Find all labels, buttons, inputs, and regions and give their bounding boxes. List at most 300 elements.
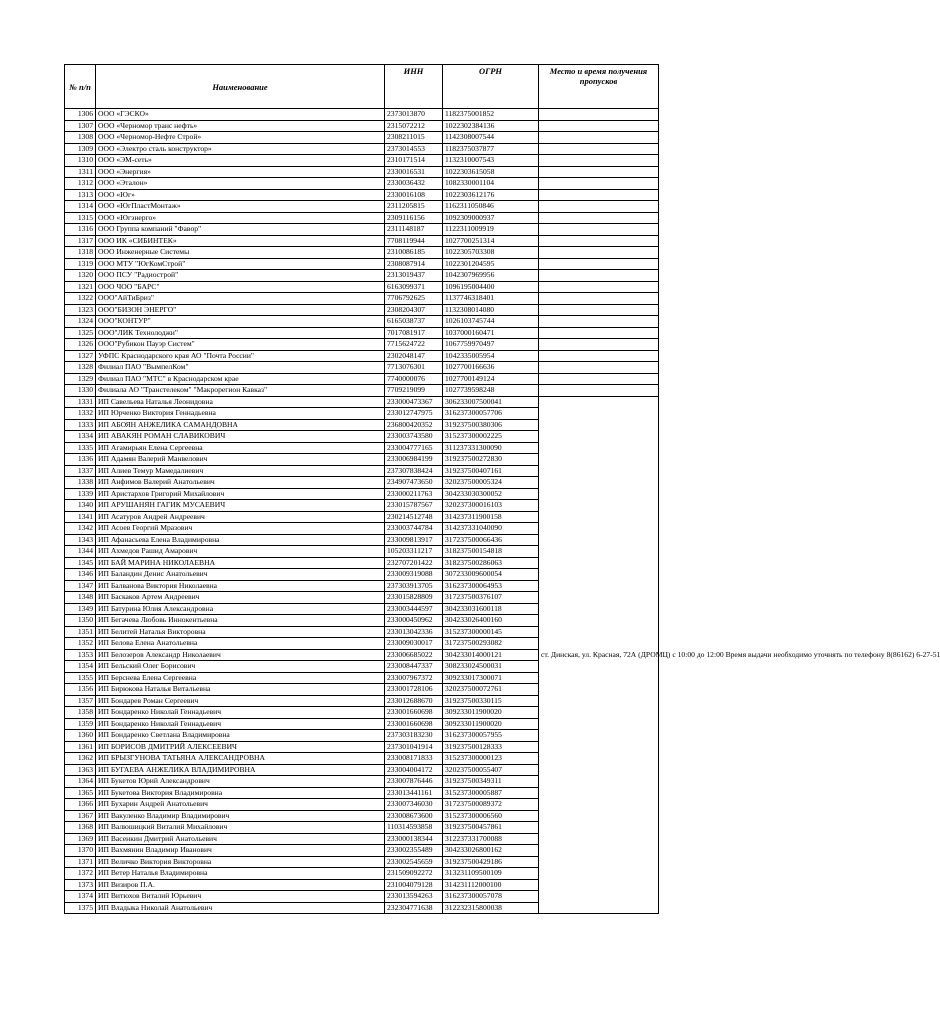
row-inn: 2311205815: [385, 201, 443, 213]
row-ogrn: 312237331700088: [443, 833, 539, 845]
row-inn: 2373014553: [385, 143, 443, 155]
row-name: ИП Алиев Темур Мамедалиевич: [96, 465, 385, 477]
row-num: 1308: [65, 132, 96, 144]
row-ogrn: 1022302384136: [443, 120, 539, 132]
row-ogrn: 1042307969956: [443, 270, 539, 282]
row-ogrn: 316237300064953: [443, 580, 539, 592]
row-name: УФПС Краснодарского края АО "Почта России": [96, 350, 385, 362]
table-row: [65, 258, 659, 270]
row-name: ООО «ГЭСКО»: [96, 109, 385, 121]
row-ogrn: 318237500154818: [443, 546, 539, 558]
row-inn: 233007967372: [385, 672, 443, 684]
row-ogrn: 313231109500109: [443, 868, 539, 880]
row-name: ИП Бегачева Любовь Иннокентьевна: [96, 615, 385, 627]
table-row: [65, 362, 659, 374]
row-num: 1351: [65, 626, 96, 638]
row-ogrn: 312232315800038: [443, 902, 539, 914]
row-num: 1318: [65, 247, 96, 259]
row-ogrn: 1132308014080: [443, 304, 539, 316]
row-inn: 2330016531: [385, 166, 443, 178]
row-name: ООО «Юг»: [96, 189, 385, 201]
row-ogrn: 311237331300090: [443, 442, 539, 454]
row-ogrn: 317237500066436: [443, 534, 539, 546]
row-name: ИП Балванова Виктория Николаевна: [96, 580, 385, 592]
row-name: ИП Васенкин Дмитрий Анатольевич: [96, 833, 385, 845]
row-place-empty: [539, 247, 659, 259]
table-row: [65, 396, 659, 408]
row-inn: 232304771638: [385, 902, 443, 914]
header-name: Наименование: [96, 65, 385, 109]
row-name: ООО Инженерные Системы: [96, 247, 385, 259]
row-inn: 237303913705: [385, 580, 443, 592]
row-name: ООО"Рубикон Пауэр Систем": [96, 339, 385, 351]
row-num: 1361: [65, 741, 96, 753]
row-num: 1346: [65, 569, 96, 581]
row-inn: 233000138344: [385, 833, 443, 845]
row-inn: 233001728106: [385, 684, 443, 696]
row-num: 1340: [65, 500, 96, 512]
table-row: [65, 132, 659, 144]
row-ogrn: 319237500457861: [443, 822, 539, 834]
row-inn: 2308087914: [385, 258, 443, 270]
row-ogrn: 320237500072761: [443, 684, 539, 696]
row-num: 1309: [65, 143, 96, 155]
row-place-empty: [539, 327, 659, 339]
row-num: 1367: [65, 810, 96, 822]
row-num: 1348: [65, 592, 96, 604]
row-name: ИП Ахмедов Рашид Амарович: [96, 546, 385, 558]
row-inn: 233003744784: [385, 523, 443, 535]
row-place-empty: [539, 281, 659, 293]
row-inn: 7017081917: [385, 327, 443, 339]
row-ogrn: 1082330001104: [443, 178, 539, 190]
row-inn: 237307838424: [385, 465, 443, 477]
table-row: [65, 189, 659, 201]
row-inn: 233007346030: [385, 799, 443, 811]
row-ogrn: 1142308007544: [443, 132, 539, 144]
row-ogrn: 1022303615058: [443, 166, 539, 178]
row-place-empty: [539, 385, 659, 397]
row-num: 1370: [65, 845, 96, 857]
row-ogrn: 1022305703308: [443, 247, 539, 259]
row-inn: 233009319088: [385, 569, 443, 581]
row-num: 1306: [65, 109, 96, 121]
row-inn: 233002355489: [385, 845, 443, 857]
row-num: 1359: [65, 718, 96, 730]
row-place-empty: [539, 350, 659, 362]
table-body: [65, 109, 940, 914]
row-ogrn: 315237300002225: [443, 431, 539, 443]
row-inn: 2330016108: [385, 189, 443, 201]
row-name: ИП БАЙ МАРИНА НИКОЛАЕВНА: [96, 557, 385, 569]
row-place-empty: [539, 235, 659, 247]
row-name: ООО «Эталон»: [96, 178, 385, 190]
row-name: ИП Ветер Наталья Владимировна: [96, 868, 385, 880]
row-ogrn: 319237500128333: [443, 741, 539, 753]
row-num: 1336: [65, 454, 96, 466]
row-inn: 233006984199: [385, 454, 443, 466]
row-inn: 233006685022: [385, 649, 443, 661]
row-name: ИП Агамирьян Елена Сергеевна: [96, 442, 385, 454]
row-name: ИП АРУШАНЯН ГАГИК МУСАЕВИЧ: [96, 500, 385, 512]
row-ogrn: 1067759970497: [443, 339, 539, 351]
row-num: 1362: [65, 753, 96, 765]
row-num: 1349: [65, 603, 96, 615]
row-name: ИП Бондаренко Николай Геннадьевич: [96, 707, 385, 719]
row-ogrn: 304233026400160: [443, 615, 539, 627]
row-inn: 233008673600: [385, 810, 443, 822]
row-num: 1373: [65, 879, 96, 891]
row-num: 1317: [65, 235, 96, 247]
row-inn: 237303183230: [385, 730, 443, 742]
table-row: [65, 212, 659, 224]
row-num: 1353: [65, 649, 96, 661]
row-num: 1328: [65, 362, 96, 374]
row-num: 1332: [65, 408, 96, 420]
row-name: ИП Величко Виктория Викторовна: [96, 856, 385, 868]
table-row: [65, 293, 659, 305]
row-name: ИП Белова Елена Анатольевна: [96, 638, 385, 650]
row-name: ИП АБОЯН АНЖЕЛИКА САМАНДОВНА: [96, 419, 385, 431]
row-num: 1343: [65, 534, 96, 546]
row-num: 1366: [65, 799, 96, 811]
row-name: ИП БУГАЕВА АНЖЕЛИКА ВЛАДИМИРОВНА: [96, 764, 385, 776]
row-num: 1320: [65, 270, 96, 282]
row-ogrn: 1027739598248: [443, 385, 539, 397]
row-inn: 233013042336: [385, 626, 443, 638]
row-num: 1374: [65, 891, 96, 903]
row-inn: 2311148187: [385, 224, 443, 236]
row-name: ИП БРЫЗГУНОВА ТАТЬЯНА АЛЕКСАНДРОВНА: [96, 753, 385, 765]
row-name: ИП Бондарев Роман Сергеевич: [96, 695, 385, 707]
row-name: ИП Бондаренко Светлана Владимировна: [96, 730, 385, 742]
row-ogrn: 320237300016103: [443, 500, 539, 512]
row-ogrn: 315237300006560: [443, 810, 539, 822]
header-inn: ИНН: [385, 65, 443, 109]
row-num: 1329: [65, 373, 96, 385]
table-row: [65, 316, 659, 328]
row-inn: 110314593858: [385, 822, 443, 834]
row-name: ООО «Энергия»: [96, 166, 385, 178]
row-ogrn: 1027700166636: [443, 362, 539, 374]
row-ogrn: 319237500272830: [443, 454, 539, 466]
row-ogrn: 1137746318401: [443, 293, 539, 305]
table-row: [65, 247, 659, 259]
row-inn: 233002545659: [385, 856, 443, 868]
row-inn: 233013594263: [385, 891, 443, 903]
row-name: Филиал ПАО "МТС" в Краснодарском крае: [96, 373, 385, 385]
row-num: 1316: [65, 224, 96, 236]
row-ogrn: 304233026800162: [443, 845, 539, 857]
row-place-empty: [539, 155, 659, 167]
row-place-empty: [539, 316, 659, 328]
row-ogrn: 314237331040090: [443, 523, 539, 535]
row-ogrn: 318237500286063: [443, 557, 539, 569]
row-ogrn: 316237300057078: [443, 891, 539, 903]
row-num: 1331: [65, 396, 96, 408]
row-inn: 237301041914: [385, 741, 443, 753]
row-inn: 233012688670: [385, 695, 443, 707]
row-inn: 232707201422: [385, 557, 443, 569]
row-ogrn: 304233031600118: [443, 603, 539, 615]
row-inn: 233000450962: [385, 615, 443, 627]
row-inn: 233001660698: [385, 718, 443, 730]
row-name: Филиал ПАО "ВымпелКом": [96, 362, 385, 374]
row-num: 1312: [65, 178, 96, 190]
row-num: 1327: [65, 350, 96, 362]
row-ogrn: 1026103745744: [443, 316, 539, 328]
row-inn: 233008171833: [385, 753, 443, 765]
row-num: 1325: [65, 327, 96, 339]
row-name: ИП Витюхов Виталий Юрьевич: [96, 891, 385, 903]
row-inn: 7709219099: [385, 385, 443, 397]
row-inn: 233000473367: [385, 396, 443, 408]
row-inn: 230214512748: [385, 511, 443, 523]
row-inn: 7706792625: [385, 293, 443, 305]
row-place-empty: [539, 132, 659, 144]
row-num: 1345: [65, 557, 96, 569]
row-num: 1363: [65, 764, 96, 776]
row-place-empty: [539, 166, 659, 178]
row-inn: 233015787567: [385, 500, 443, 512]
row-ogrn: 319237500380306: [443, 419, 539, 431]
row-inn: 7715624722: [385, 339, 443, 351]
row-inn: 233009030017: [385, 638, 443, 650]
row-num: 1337: [65, 465, 96, 477]
row-num: 1358: [65, 707, 96, 719]
table-row: [65, 166, 659, 178]
row-ogrn: 319237500330115: [443, 695, 539, 707]
row-place-empty: [539, 339, 659, 351]
table-row: [65, 350, 659, 362]
row-ogrn: 304233030300052: [443, 488, 539, 500]
table-row: [65, 120, 659, 132]
row-name: ИП Букетов Юрий Александрович: [96, 776, 385, 788]
row-name: ООО «Черномор-Нефте Строй»: [96, 132, 385, 144]
row-name: ИП Савельева Наталья Леонидовна: [96, 396, 385, 408]
row-ogrn: 317237500089372: [443, 799, 539, 811]
row-num: 1335: [65, 442, 96, 454]
row-name: ИП Батурина Юлия Александровна: [96, 603, 385, 615]
row-inn: 6165038737: [385, 316, 443, 328]
row-num: 1330: [65, 385, 96, 397]
row-inn: 2330036432: [385, 178, 443, 190]
row-inn: 233008447337: [385, 661, 443, 673]
row-name: ООО МТУ "ЮгКомСтрой": [96, 258, 385, 270]
permit-place-note: ст. Динская, ул. Красная, 72А (ДРОМЦ) с 10:00 до 12:00 Время выдачи необходимо уточнять по телефону 8(86162) 6-27-51: [539, 396, 659, 914]
table-row: [65, 281, 659, 293]
row-inn: 233012747975: [385, 408, 443, 420]
row-num: 1307: [65, 120, 96, 132]
row-num: 1310: [65, 155, 96, 167]
row-num: 1352: [65, 638, 96, 650]
row-num: 1354: [65, 661, 96, 673]
row-inn: 233004004172: [385, 764, 443, 776]
row-place-empty: [539, 120, 659, 132]
row-num: 1326: [65, 339, 96, 351]
row-name: ИП Асатуров Андрей Андреевич: [96, 511, 385, 523]
row-name: ООО «Электро сталь конструктор»: [96, 143, 385, 155]
row-ogrn: 1027700149124: [443, 373, 539, 385]
row-name: ИП Бондаренко Николай Геннадьевич: [96, 718, 385, 730]
table-row: [65, 224, 659, 236]
table-row: [65, 270, 659, 282]
row-num: 1371: [65, 856, 96, 868]
header-place: Место и время получения пропусков: [539, 65, 659, 109]
row-inn: 233015828809: [385, 592, 443, 604]
table-row: [65, 178, 659, 190]
row-num: 1334: [65, 431, 96, 443]
row-name: ООО «Югэнерго»: [96, 212, 385, 224]
row-name: ИП Асоев Георгий Мразович: [96, 523, 385, 535]
row-place-empty: [539, 304, 659, 316]
row-num: 1321: [65, 281, 96, 293]
row-name: ООО"ЛИК Технолоджи": [96, 327, 385, 339]
row-ogrn: 309233017300071: [443, 672, 539, 684]
row-ogrn: 1042335005954: [443, 350, 539, 362]
header-num: № п/п: [65, 65, 96, 109]
row-name: ООО «ЮгПластМонтаж»: [96, 201, 385, 213]
row-inn: 231509092272: [385, 868, 443, 880]
row-inn: 7713076301: [385, 362, 443, 374]
row-ogrn: 319237500407161: [443, 465, 539, 477]
row-name: ИП Берснева Елена Сергеевна: [96, 672, 385, 684]
row-inn: 234907473650: [385, 477, 443, 489]
table-row: [65, 327, 659, 339]
row-ogrn: 319237500429186: [443, 856, 539, 868]
table-row: [65, 155, 659, 167]
table-row: [65, 339, 659, 351]
document-page: [64, 64, 940, 914]
row-inn: 231004079128: [385, 879, 443, 891]
row-name: ООО"БИЗОН ЭНЕРГО": [96, 304, 385, 316]
row-ogrn: 306233007500041: [443, 396, 539, 408]
row-ogrn: 309233011900020: [443, 718, 539, 730]
row-ogrn: 320237500005324: [443, 477, 539, 489]
row-ogrn: 308233024500031: [443, 661, 539, 673]
row-ogrn: 1022303612176: [443, 189, 539, 201]
row-ogrn: 314231112000100: [443, 879, 539, 891]
row-name: ООО ИК «СИБИНТЕК»: [96, 235, 385, 247]
row-num: 1365: [65, 787, 96, 799]
row-name: Филиала АО "Транстелеком" "Макрорегион Кавказ": [96, 385, 385, 397]
row-name: ИП Баскаков Артем Андреевич: [96, 592, 385, 604]
row-inn: 7708119944: [385, 235, 443, 247]
row-ogrn: 1027700251314: [443, 235, 539, 247]
header-ogrn: ОГРН: [443, 65, 539, 109]
row-ogrn: 315237300005887: [443, 787, 539, 799]
row-num: 1311: [65, 166, 96, 178]
row-num: 1319: [65, 258, 96, 270]
row-place-empty: [539, 362, 659, 374]
table-row: [65, 304, 659, 316]
row-name: ИП БОРИСОВ ДМИТРИЙ АЛЕКСЕЕВИЧ: [96, 741, 385, 753]
row-name: ООО «ЭМ-сеть»: [96, 155, 385, 167]
table-row: [65, 201, 659, 213]
row-num: 1360: [65, 730, 96, 742]
row-num: 1356: [65, 684, 96, 696]
row-ogrn: 316237300057955: [443, 730, 539, 742]
row-place-empty: [539, 109, 659, 121]
row-ogrn: 1182375037877: [443, 143, 539, 155]
row-num: 1314: [65, 201, 96, 213]
row-num: 1347: [65, 580, 96, 592]
row-num: 1350: [65, 615, 96, 627]
row-ogrn: 1122311009919: [443, 224, 539, 236]
row-num: 1342: [65, 523, 96, 535]
row-name: ИП Аристархов Григорий Михайлович: [96, 488, 385, 500]
row-name: ИП Вахмянин Владимир Иванович: [96, 845, 385, 857]
row-name: ООО ПСУ "Радиострой": [96, 270, 385, 282]
row-num: 1357: [65, 695, 96, 707]
row-num: 1369: [65, 833, 96, 845]
row-name: ИП Бирюкова Наталья Витальевна: [96, 684, 385, 696]
row-ogrn: 1132310007543: [443, 155, 539, 167]
row-name: ООО"КОНТУР": [96, 316, 385, 328]
row-inn: 236800420352: [385, 419, 443, 431]
row-ogrn: 320237500055407: [443, 764, 539, 776]
row-ogrn: 317237500293082: [443, 638, 539, 650]
row-num: 1313: [65, 189, 96, 201]
row-name: ИП Валюшицкий Виталий Михайлович: [96, 822, 385, 834]
row-inn: 2309116156: [385, 212, 443, 224]
row-place-empty: [539, 373, 659, 385]
table-row: [65, 373, 659, 385]
row-num: 1315: [65, 212, 96, 224]
row-name: ООО Группа компаний "Фавор": [96, 224, 385, 236]
row-inn: 2308211015: [385, 132, 443, 144]
row-name: ИП Баландин Денис Анатольевич: [96, 569, 385, 581]
row-inn: 233000211763: [385, 488, 443, 500]
row-inn: 2308204307: [385, 304, 443, 316]
row-ogrn: 309233011900020: [443, 707, 539, 719]
row-ogrn: 319237500349311: [443, 776, 539, 788]
row-num: 1333: [65, 419, 96, 431]
row-num: 1375: [65, 902, 96, 914]
row-inn: 233001660698: [385, 707, 443, 719]
row-name: ИП Букетова Виктория Владимировна: [96, 787, 385, 799]
row-inn: 233007876446: [385, 776, 443, 788]
row-place-empty: [539, 212, 659, 224]
row-name: ИП Бельский Олег Борисович: [96, 661, 385, 673]
table-row: [65, 235, 659, 247]
row-ogrn: 304233014000121: [443, 649, 539, 661]
row-num: 1323: [65, 304, 96, 316]
row-place-empty: [539, 270, 659, 282]
row-inn: 2373013870: [385, 109, 443, 121]
row-inn: 2315072212: [385, 120, 443, 132]
row-name: ООО ЧОО "БАРС": [96, 281, 385, 293]
row-ogrn: 1037000160471: [443, 327, 539, 339]
row-ogrn: 1096195004400: [443, 281, 539, 293]
row-inn: 233009813917: [385, 534, 443, 546]
row-ogrn: 315237300000123: [443, 753, 539, 765]
table-row: [65, 385, 659, 397]
row-num: 1368: [65, 822, 96, 834]
row-num: 1338: [65, 477, 96, 489]
row-num: 1339: [65, 488, 96, 500]
row-name: ИП Белитей Наталья Викторовна: [96, 626, 385, 638]
row-inn: 2310171514: [385, 155, 443, 167]
row-name: ИП Владыка Николай Анатольевич: [96, 902, 385, 914]
row-ogrn: 317237500376107: [443, 592, 539, 604]
row-name: ИП Белозеров Александр Николаевич: [96, 649, 385, 661]
row-place-empty: [539, 143, 659, 155]
row-name: ИП АВАКЯН РОМАН СЛАВИКОВИЧ: [96, 431, 385, 443]
table-row: [65, 143, 659, 155]
permit-register-table: [64, 64, 940, 914]
row-inn: 7740000076: [385, 373, 443, 385]
